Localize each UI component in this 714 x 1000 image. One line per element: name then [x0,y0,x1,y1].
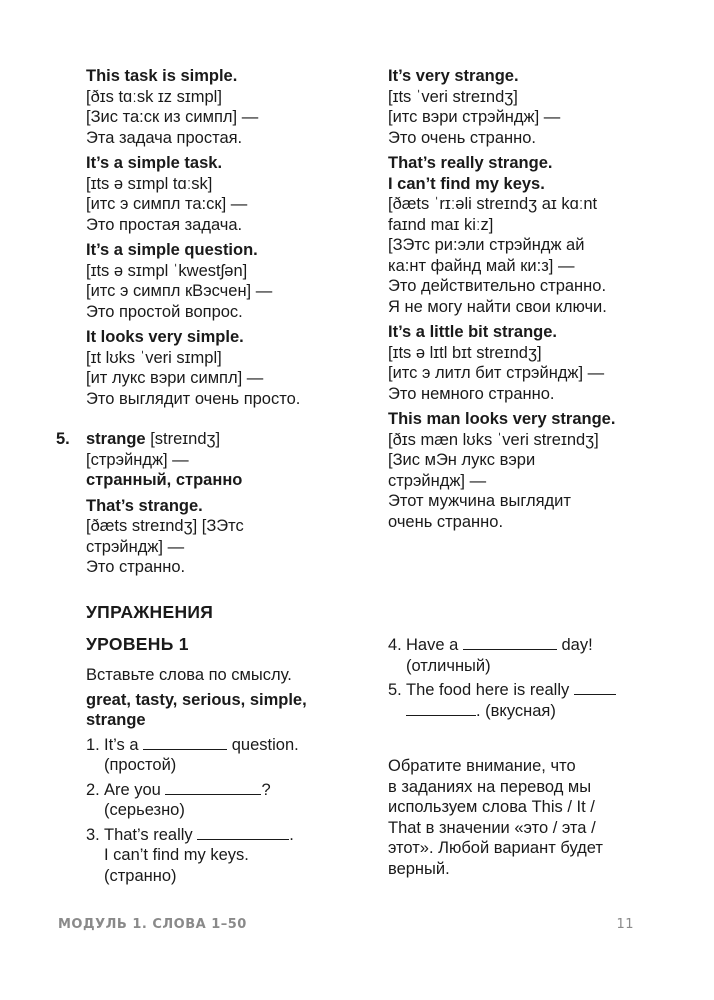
exercise-instruction: Вставьте слова по смыслу. [86,666,292,684]
task-text: question. [231,735,299,754]
task-hint: (отличный) [406,656,491,675]
answer-blank[interactable] [406,701,476,716]
phrase-entry [86,496,396,578]
russian-translation: Эта задача простая. [86,128,243,147]
left-column [56,66,396,583]
russian-transcription: [Зис та:ск из симпл] — [86,108,259,126]
level-heading: УРОВЕНЬ 1 [86,633,189,654]
word-bank-line: strange [86,711,146,729]
russian-transcription: стрэйндж] — [86,537,185,556]
note-line: этот». Любой вариант будет [388,839,603,857]
english-phrase: It looks very simple. [86,328,244,346]
russian-transcription: [Зис мЭн лукс вэри [388,451,536,469]
russian-translation: Это выглядит очень просто. [86,389,301,408]
answer-blank[interactable] [197,825,289,840]
task-hint: (простой) [104,756,177,774]
ipa-transcription: faɪnd maɪ kiːz] [388,215,494,234]
right-column [388,66,688,537]
english-phrase: It’s very strange. [388,67,519,85]
english-phrase: It’s a little bit strange. [388,323,558,341]
exercise-task [388,635,648,676]
task-text: The food here is really [406,681,570,699]
ipa-transcription: [ðɪs mæn lʊks ˈveri streɪndʒ] [388,430,599,449]
task-text: . (вкусная) [476,701,556,720]
task-text: . [289,825,294,844]
vocab-translation: странный, странно [86,471,243,489]
task-hint: (серьезно) [104,801,185,819]
russian-transcription: [ЗЭтс ри:эли стрэйндж ай [388,236,585,254]
task-number: 4. [388,636,402,654]
note-line: That в значении «это / эта / [388,818,596,837]
word-number: 5. [56,430,70,448]
phrase-entry [388,153,688,317]
exercise-task [388,680,648,721]
russian-translation: Это очень странно. [388,128,537,147]
task-text: ? [261,780,271,799]
module-title: МОДУЛЬ 1. СЛОВА 1–50 [58,917,247,932]
page-footer [58,915,634,935]
english-phrase: That’s strange. [86,496,203,515]
russian-translation: Это простая задача. [86,215,243,234]
english-phrase: It’s a simple task. [86,154,223,172]
ipa-transcription: [ɪts ˈveri streɪndʒ] [388,87,518,106]
task-number: 3. [86,825,100,844]
russian-translation: Это странно. [86,558,186,576]
exercise-task [86,735,356,776]
phrase-entry [86,240,396,322]
ipa-transcription: [ɪts ə sɪmpl tɑːsk] [86,174,213,193]
russian-translation: Я не могу найти свои ключи. [388,297,607,316]
russian-transcription: [итс э симпл та:ск] — [86,195,248,213]
russian-translation: Это немного странно. [388,384,555,403]
word-bank [86,690,356,731]
russian-translation: очень странно. [388,512,504,531]
english-phrase: It’s a simple question. [86,241,258,259]
ipa-transcription: [ðæts ˈrɪːəli streɪndʒ aɪ kɑːnt [388,195,598,213]
english-phrase: This task is simple. [86,67,238,85]
phrase-entry [86,153,396,235]
phrase-entry [388,66,688,148]
russian-translation: Это простой вопрос. [86,302,243,321]
answer-blank[interactable] [165,780,261,795]
phrase-entry [86,66,396,148]
phrase-entry [388,322,688,404]
russian-transcription: стрэйндж] — [388,471,487,490]
phrase-entry [388,409,688,532]
ipa-transcription: [ɪts ə sɪmpl ˈkwestʃən] [86,261,248,280]
russian-transcription: [итс э симпл кВэсчен] — [86,282,273,300]
answer-blank[interactable] [143,735,227,750]
task-text: It’s a [104,735,139,754]
vocab-word: strange [86,430,146,448]
task-text: Are you [104,780,161,799]
russian-transcription: [ит лукс вэри симпл] — [86,369,264,387]
ipa-transcription: [ðɪs tɑːsk ɪz sɪmpl] [86,87,222,106]
exercises-heading: УПРАЖНЕНИЯ [86,602,214,622]
english-phrase: That’s really strange. [388,154,553,172]
answer-blank[interactable] [463,635,557,650]
ipa-transcription: [ɪts ə lɪtl bɪt streɪndʒ] [388,343,542,362]
russian-translation: Этот мужчина выглядит [388,492,571,510]
note-line: Обратите внимание, что [388,757,576,775]
task-text: I can’t find my keys. [104,846,249,864]
page-number: 11 [616,917,634,932]
note-line: используем слова This / It / [388,798,595,816]
answer-blank[interactable] [574,680,616,695]
note-line: верный. [388,859,450,878]
task-number: 2. [86,780,100,799]
russian-transcription: [итс вэри стрэйндж] — [388,108,561,126]
task-text: Have a [406,636,459,654]
vocab-russian-transcription: [стрэйндж] — [86,450,189,469]
english-phrase: This man looks very strange. [388,410,616,428]
task-text: That’s really [104,825,193,844]
exercise-task [86,780,356,821]
phrase-entry [86,327,396,409]
task-hint: (странно) [104,866,177,885]
ipa-transcription: [ɪt lʊks ˈveri sɪmpl] [86,348,222,367]
note-paragraph [388,756,648,879]
ipa-transcription: [ðæts streɪndʒ] [ЗЭтс [86,517,244,535]
task-number: 1. [86,735,100,754]
exercises-right [388,635,648,879]
exercises-left [86,665,356,890]
russian-transcription: [итс э литл бит стрэйндж] — [388,364,605,382]
russian-transcription: ка:нт файнд май ки:з] — [388,256,575,275]
english-phrase: I can’t find my keys. [388,174,545,193]
task-text: day! [561,636,593,654]
russian-translation: Это действительно странно. [388,277,607,295]
task-number: 5. [388,681,402,699]
vocab-word-entry [56,429,396,578]
exercise-task [86,825,356,887]
word-bank-line: great, tasty, serious, simple, [86,690,307,709]
vocab-ipa: [streɪndʒ] [150,430,221,448]
note-line: в заданиях на перевод мы [388,777,592,796]
